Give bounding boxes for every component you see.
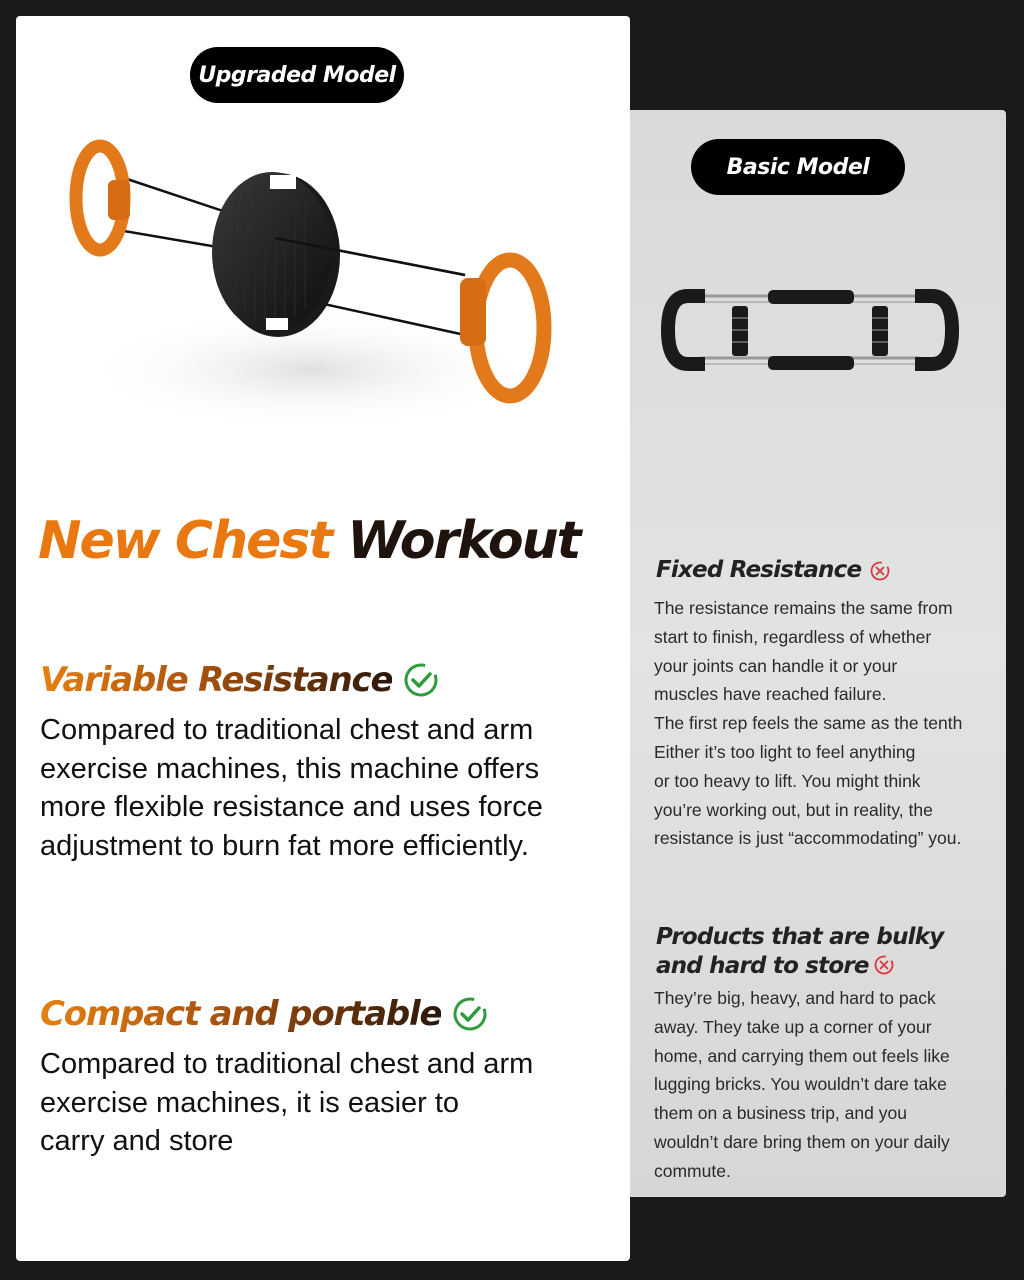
body-line: your joints can handle it or your	[654, 655, 898, 676]
body-line: start to finish, regardless of whether	[654, 626, 932, 647]
body-line: carry and store	[40, 1125, 234, 1157]
body-line: exercise machines, this machine offers	[40, 752, 540, 785]
body-line: home, and carrying them out feels like	[654, 1045, 950, 1066]
body-line: lugging bricks. You wouldn’t dare take	[654, 1074, 947, 1095]
body-line: Compared to traditional chest and arm	[40, 1048, 534, 1080]
compact-portable-body	[40, 1045, 600, 1161]
body-line: Compared to traditional chest and arm	[40, 714, 534, 746]
body-line: wouldn’t dare bring them on your daily	[654, 1131, 950, 1152]
check-circle-icon	[402, 661, 440, 699]
fixed-resistance-body	[654, 594, 999, 853]
body-line: or too heavy to lift. You might think	[654, 770, 921, 791]
variable-resistance-title	[40, 656, 440, 704]
body-line: more flexible resistance and uses force	[40, 791, 543, 823]
bulky-products-title	[656, 923, 986, 981]
body-line: adjustment to burn fat more efficiently.	[40, 829, 529, 862]
body-line: exercise machines, it is easier to	[40, 1086, 460, 1119]
body-line: The first rep feels the same as the tenth	[654, 713, 963, 734]
basic-chest-expander-image	[660, 282, 960, 378]
basic-feature-title-text: Fixed Resistance	[656, 557, 862, 583]
basic-feature-title-line: and hard to store	[656, 953, 869, 979]
body-line: muscles have reached failure.	[654, 684, 887, 705]
body-line: you’re working out, but in reality, the	[654, 799, 933, 820]
variable-resistance-body	[40, 711, 600, 865]
compact-portable-title	[40, 990, 489, 1038]
basic-feature-title-line: Products that are bulky	[656, 924, 944, 950]
body-line: resistance is just “accommodating” you.	[654, 828, 962, 849]
upgraded-model-badge: Upgraded Model	[190, 47, 404, 103]
x-circle-icon	[869, 560, 891, 582]
headline-part2: Workout	[331, 511, 580, 571]
body-line: They’re big, heavy, and hard to pack	[654, 988, 936, 1008]
headline-part1: New Chest	[38, 511, 332, 571]
body-line: Either it’s too light to feel anything	[654, 741, 916, 762]
x-circle-icon	[873, 954, 895, 976]
body-line: them on a business trip, and you	[654, 1103, 907, 1124]
fixed-resistance-title	[656, 556, 891, 585]
check-circle-icon	[451, 995, 489, 1033]
feature-title-text: Variable Resistance	[40, 660, 393, 700]
basic-model-badge: Basic Model	[691, 139, 905, 195]
headline	[38, 508, 598, 574]
body-line: commute.	[654, 1160, 731, 1181]
body-line: The resistance remains the same from	[654, 598, 953, 618]
feature-title-text: Compact and portable	[40, 994, 442, 1034]
bulky-products-body	[654, 984, 999, 1186]
chest-trainer-image	[60, 120, 580, 450]
body-line: away. They take up a corner of your	[654, 1016, 932, 1037]
